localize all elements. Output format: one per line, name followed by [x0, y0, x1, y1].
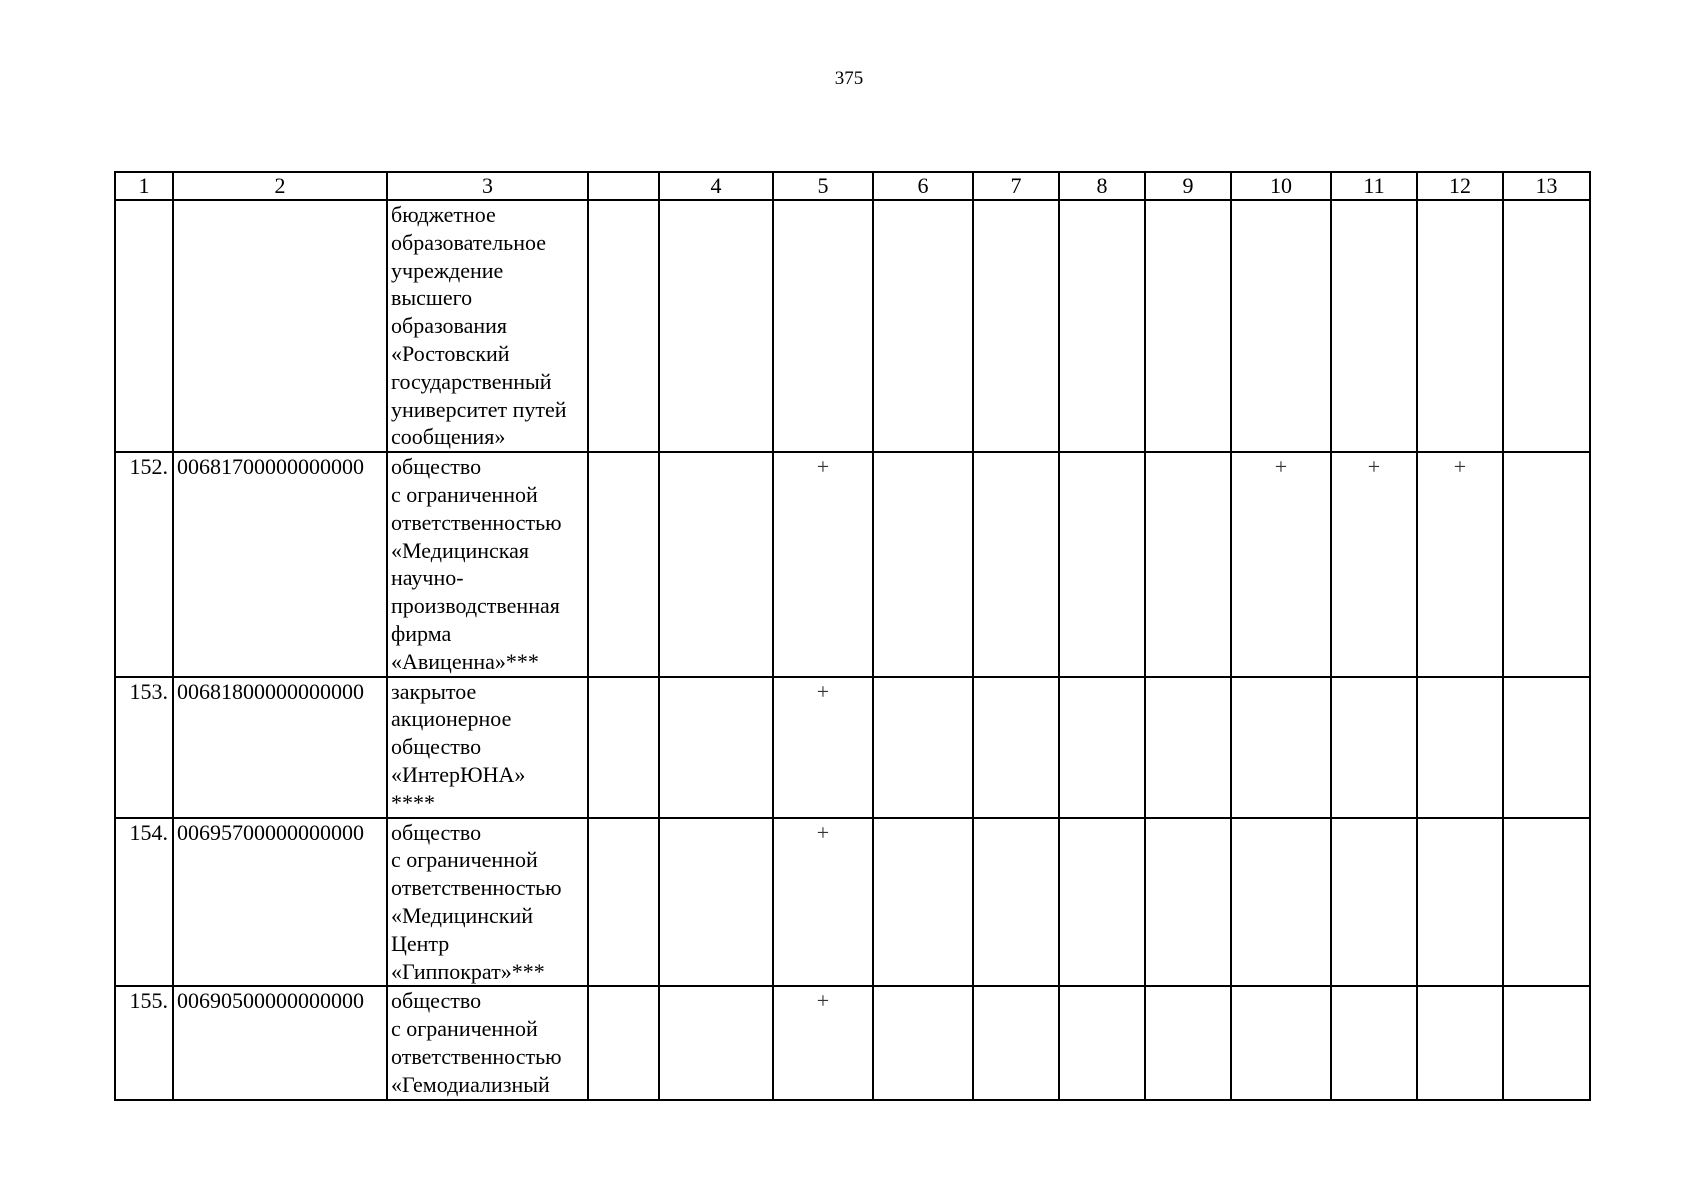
plus-mark: + [773, 986, 873, 1099]
registry-code: 00681700000000000 [173, 452, 387, 676]
table-row [115, 452, 1590, 676]
empty-cell [1503, 818, 1590, 987]
column-header: 4 [659, 172, 773, 200]
empty-cell [1231, 677, 1331, 818]
empty-cell [659, 818, 773, 987]
column-header: 10 [1231, 172, 1331, 200]
empty-cell [1503, 677, 1590, 818]
column-header: 9 [1145, 172, 1231, 200]
column-header: 11 [1331, 172, 1417, 200]
organization-name-line: ответственностью [391, 1043, 562, 1069]
registry-code [173, 200, 387, 452]
organization-name-line: ответственностью [391, 875, 562, 901]
empty-cell [973, 986, 1059, 1099]
table-row [115, 200, 1590, 452]
column-header: 1 [115, 172, 173, 200]
empty-cell [873, 818, 973, 987]
empty-cell [1059, 818, 1145, 987]
organization-name-line: с ограниченной [391, 481, 538, 507]
organization-name [387, 677, 588, 818]
empty-cell [1145, 677, 1231, 818]
organization-name-line: «Медицинский [391, 902, 534, 928]
organization-name-line: «Медицинская [391, 537, 530, 563]
empty-cell [1231, 818, 1331, 987]
registry-table [114, 171, 1591, 1101]
column-header: 6 [873, 172, 973, 200]
organization-name-line: «Гиппократ»*** [391, 958, 545, 984]
empty-cell [1331, 677, 1417, 818]
row-number: 153. [115, 677, 173, 818]
column-header: 7 [973, 172, 1059, 200]
organization-name-line: общество [391, 454, 482, 480]
organization-name-line: закрытое [391, 678, 477, 704]
empty-cell [1231, 986, 1331, 1099]
empty-cell [1145, 818, 1231, 987]
column-header [588, 172, 659, 200]
plus-mark: + [773, 818, 873, 987]
empty-cell [1331, 818, 1417, 987]
organization-name-line: «Авиценна»*** [391, 648, 539, 674]
empty-cell [1331, 200, 1417, 452]
empty-cell [1417, 200, 1503, 452]
empty-cell [873, 986, 973, 1099]
column-header: 5 [773, 172, 873, 200]
organization-name-line: бюджетное [391, 202, 496, 227]
organization-name [387, 200, 588, 452]
plus-mark: + [773, 677, 873, 818]
organization-name-line: университет путей [391, 396, 567, 422]
empty-cell [973, 818, 1059, 987]
organization-name-line: общество [391, 988, 482, 1014]
empty-cell [659, 986, 773, 1099]
organization-name-line: государственный [391, 368, 552, 394]
table-row [115, 677, 1590, 818]
organization-name-line: «Ростовский [391, 340, 510, 366]
empty-cell [873, 452, 973, 676]
empty-cell [588, 677, 659, 818]
empty-cell [1417, 818, 1503, 987]
organization-name-line: **** [391, 789, 435, 815]
table-row [115, 818, 1590, 987]
organization-name-line: ответственностью [391, 509, 562, 535]
empty-cell [1059, 677, 1145, 818]
empty-cell [873, 200, 973, 452]
organization-name-line: общество [391, 819, 482, 845]
organization-name-line: с ограниченной [391, 1016, 538, 1042]
column-header: 2 [173, 172, 387, 200]
empty-cell [1503, 986, 1590, 1099]
empty-cell [659, 677, 773, 818]
row-number: 154. [115, 818, 173, 987]
empty-cell [1503, 200, 1590, 452]
empty-cell [1231, 200, 1331, 452]
empty-cell [588, 818, 659, 987]
organization-name-line: «Гемодиализный [391, 1071, 550, 1097]
organization-name-line: образования [391, 313, 508, 339]
organization-name [387, 818, 588, 987]
empty-cell [659, 452, 773, 676]
plus-mark: + [773, 452, 873, 676]
organization-name-line: высшего [391, 285, 473, 311]
column-header: 12 [1417, 172, 1503, 200]
empty-cell [1059, 986, 1145, 1099]
empty-cell [773, 200, 873, 452]
organization-name-line: сообщения» [391, 424, 506, 450]
registry-code: 00695700000000000 [173, 818, 387, 987]
empty-cell [973, 677, 1059, 818]
empty-cell [873, 677, 973, 818]
organization-name [387, 452, 588, 676]
empty-cell [659, 200, 773, 452]
organization-name-line: акционерное [391, 706, 512, 732]
page-number: 375 [834, 68, 864, 89]
column-header: 3 [387, 172, 588, 200]
column-header: 8 [1059, 172, 1145, 200]
organization-name-line: Центр [391, 930, 450, 956]
column-header: 13 [1503, 172, 1590, 200]
organization-name-line: общество [391, 734, 482, 760]
empty-cell [1145, 200, 1231, 452]
empty-cell [1417, 986, 1503, 1099]
table-row [115, 986, 1590, 1099]
organization-name-line: научно- [391, 565, 464, 591]
header-row [115, 172, 1590, 200]
empty-cell [1059, 452, 1145, 676]
empty-cell [588, 452, 659, 676]
empty-cell [1059, 200, 1145, 452]
empty-cell [1503, 452, 1590, 676]
organization-name-line: учреждение [391, 257, 504, 283]
organization-name-line: образовательное [391, 229, 547, 255]
empty-cell [1331, 986, 1417, 1099]
plus-mark: + [1231, 452, 1331, 676]
registry-code: 00681800000000000 [173, 677, 387, 818]
empty-cell [1417, 677, 1503, 818]
organization-name-line: с ограниченной [391, 847, 538, 873]
row-number: 155. [115, 986, 173, 1099]
row-number [115, 200, 173, 452]
organization-name [387, 986, 588, 1099]
empty-cell [588, 986, 659, 1099]
organization-name-line: фирма [391, 620, 452, 646]
empty-cell [1145, 452, 1231, 676]
empty-cell [973, 452, 1059, 676]
organization-name-line: «ИнтерЮНА» [391, 761, 526, 787]
empty-cell [973, 200, 1059, 452]
plus-mark: + [1417, 452, 1503, 676]
registry-code: 00690500000000000 [173, 986, 387, 1099]
empty-cell [588, 200, 659, 452]
plus-mark: + [1331, 452, 1417, 676]
row-number: 152. [115, 452, 173, 676]
organization-name-line: производственная [391, 593, 560, 619]
empty-cell [1145, 986, 1231, 1099]
